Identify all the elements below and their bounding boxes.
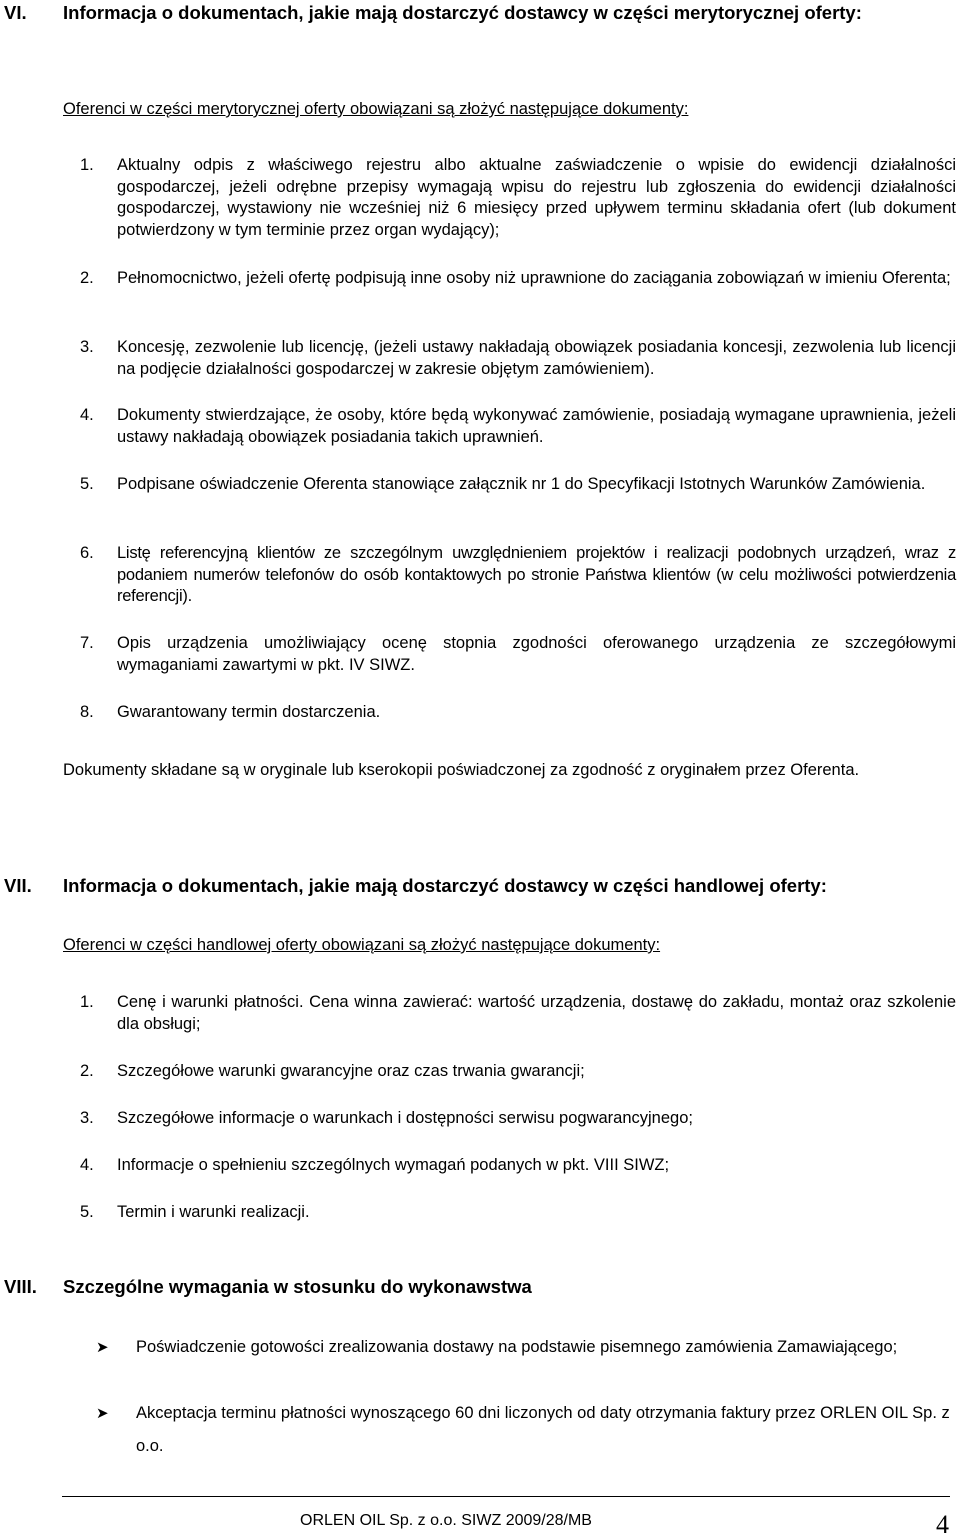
item-text: Szczegółowe warunki gwarancyjne oraz czas trwania gwarancji;: [117, 1062, 585, 1080]
item-number: 7.: [80, 634, 94, 652]
item-number: 2.: [80, 1062, 94, 1080]
section-6-item-5: [80, 474, 956, 496]
bullet-text: Poświadczenie gotowości zrealizowania dostawy na podstawie pisemnego zamówienia Zamawiającego;: [136, 1338, 898, 1356]
item-text: Koncesję, zezwolenie lub licencję, (jeżeli ustawy nakładają obowiązek posiadania koncesji, zezwolenia lub licencji na podjęcie działalności gospodarczej w zakresie objętym zamówieniem).: [117, 338, 956, 378]
arrow-bullet-icon: ➤: [96, 1339, 109, 1356]
arrow-bullet-icon: ➤: [96, 1405, 109, 1422]
section-6-item-2: [80, 268, 956, 290]
item-number: 6.: [80, 544, 94, 562]
item-number: 3.: [80, 1109, 94, 1127]
section-8-bullet-1: [96, 1331, 956, 1364]
item-text: Szczegółowe informacje o warunkach i dostępności serwisu pogwarancyjnego;: [117, 1109, 693, 1127]
section-7-item-5: [80, 1202, 956, 1224]
page-number: 4: [936, 1510, 949, 1539]
item-text: Termin i warunki realizacji.: [117, 1203, 310, 1221]
section-6-item-7: [80, 633, 956, 676]
section-7-number: VII.: [4, 875, 32, 896]
section-7-item-4: [80, 1155, 956, 1177]
item-text: Aktualny odpis z właściwego rejestru albo aktualne zaświadczenie o wpisie do ewidencji działalności gospodarczej, jeżeli odrębne przepisy wymagają wpisu do rejestru lub zgłoszenia do ewidencji działalności gospodarczej, wystawiony nie wcześniej niż 6 miesięcy przed upływem terminu składania ofert (lub dokument potwierdzony w tym terminie przez organ wydający);: [117, 156, 956, 239]
item-number: 1.: [80, 156, 94, 174]
item-number: 4.: [80, 1156, 94, 1174]
section-7-item-2: [80, 1061, 956, 1083]
item-number: 5.: [80, 1203, 94, 1221]
item-text: Dokumenty stwierdzające, że osoby, które będą wykonywać zamówienie, posiadają wymagane uprawnienia, jeżeli ustawy nakładają obowiązek posiadania takich uprawnień.: [117, 406, 956, 446]
item-number: 5.: [80, 475, 94, 493]
section-7-intro: Oferenci w części handlowej oferty obowiązani są złożyć następujące dokumenty:: [63, 936, 661, 954]
section-8-title: Szczególne wymagania w stosunku do wykonawstwa: [63, 1276, 532, 1297]
section-6-intro: Oferenci w części merytorycznej oferty obowiązani są złożyć następujące dokumenty:: [63, 100, 689, 118]
item-text: Cenę i warunki płatności. Cena winna zawierać: wartość urządzenia, dostawę do zakładu, montaż oraz szkolenie dla obsługi;: [117, 993, 956, 1033]
section-6-item-3: [80, 337, 956, 380]
item-text: Gwarantowany termin dostarczenia.: [117, 703, 381, 721]
section-7-title: Informacja o dokumentach, jakie mają dostarczyć dostawcy w części handlowej oferty:: [63, 875, 827, 896]
item-text: Informacje o spełnieniu szczególnych wymagań podanych w pkt. VIII SIWZ;: [117, 1156, 670, 1174]
section-6-number: VI.: [4, 2, 27, 23]
section-6-note: Dokumenty składane są w oryginale lub kserokopii poświadczonej za zgodność z oryginałem przez Oferenta.: [63, 761, 860, 779]
section-7-item-1: [80, 992, 956, 1035]
footer-text: ORLEN OIL Sp. z o.o. SIWZ 2009/28/MB: [300, 1512, 592, 1529]
section-6-item-8: [80, 702, 956, 724]
section-6-item-6: [80, 543, 956, 608]
bullet-text: Akceptacja terminu płatności wynoszącego 60 dni liczonych od daty otrzymania faktury przez ORLEN OIL Sp. z o.o.: [136, 1404, 950, 1455]
item-number: 4.: [80, 406, 94, 424]
section-8-number: VIII.: [4, 1276, 37, 1297]
item-number: 3.: [80, 338, 94, 356]
section-6-item-4: [80, 405, 956, 448]
section-8-bullet-2: [96, 1397, 956, 1463]
item-text: Pełnomocnictwo, jeżeli ofertę podpisują inne osoby niż uprawnione do zaciągania zobowiązań w imieniu Oferenta;: [117, 269, 951, 287]
item-number: 1.: [80, 993, 94, 1011]
section-6-title: Informacja o dokumentach, jakie mają dostarczyć dostawcy w części merytorycznej oferty:: [63, 2, 862, 23]
item-text: Podpisane oświadczenie Oferenta stanowiące załącznik nr 1 do Specyfikacji Istotnych Warunków Zamówienia.: [117, 475, 926, 493]
item-number: 2.: [80, 269, 94, 287]
section-7-item-3: [80, 1108, 956, 1130]
item-text: Listę referencyjną klientów ze szczególnym uwzględnieniem projektów i realizacji podobnych urządzeń, wraz z podaniem numerów telefonów do osób kontaktowych po stronie Państwa klientów (w celu możliwości potwierdzenia referencji).: [117, 544, 956, 605]
item-text: Opis urządzenia umożliwiający ocenę stopnia zgodności oferowanego urządzenia ze szczegółowymi wymaganiami zawartymi w pkt. IV SIWZ.: [117, 634, 956, 674]
section-6-item-1: [80, 155, 956, 241]
footer-divider: [62, 1496, 950, 1497]
item-number: 8.: [80, 703, 94, 721]
